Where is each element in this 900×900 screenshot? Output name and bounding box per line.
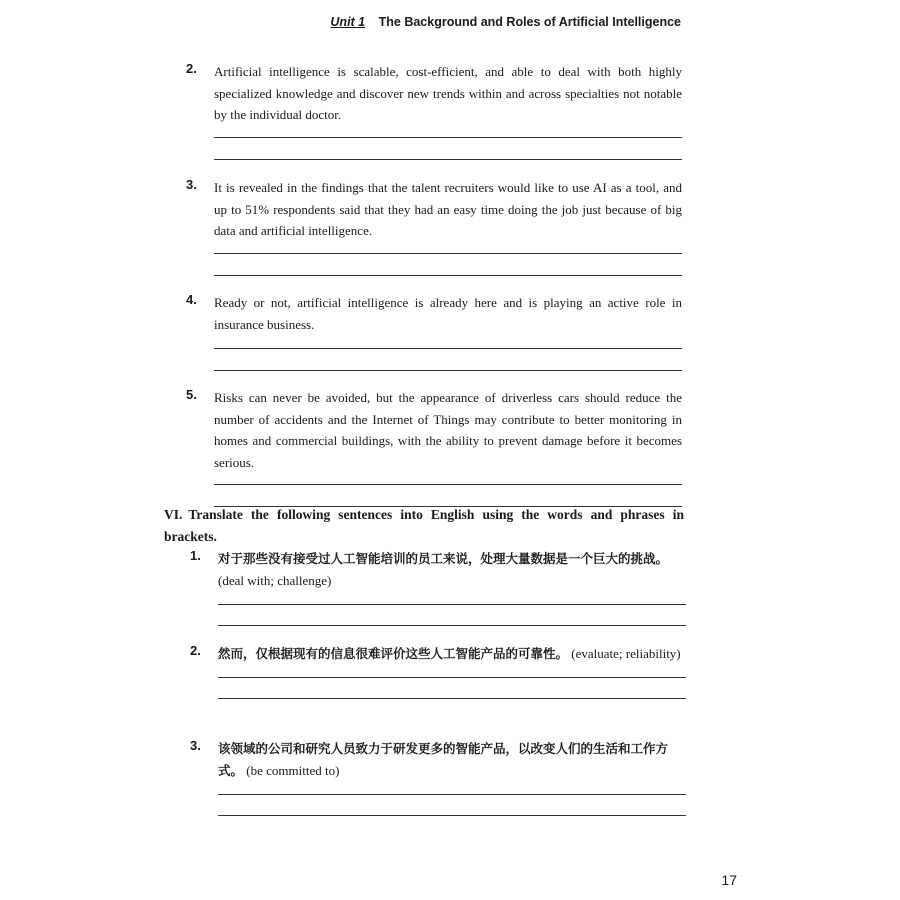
answer-line — [214, 253, 682, 254]
chinese-sentence: 然而，仅根据现有的信息很难评价这些人工智能产品的可靠性。 — [218, 646, 569, 661]
answer-line — [214, 348, 682, 349]
translation-item — [190, 548, 686, 626]
item-number: 5. — [186, 387, 197, 402]
exercise-item — [186, 387, 682, 507]
item-number: 2. — [186, 61, 197, 76]
answer-line — [218, 604, 686, 605]
answer-line — [214, 137, 682, 138]
phrase-hint: (deal with; challenge) — [218, 573, 332, 588]
page-number: 17 — [721, 872, 737, 888]
answer-line — [218, 698, 686, 699]
answer-line — [218, 677, 686, 678]
answer-line — [214, 484, 682, 485]
item-number: 3. — [190, 738, 201, 753]
item-sentence: Artificial intelligence is scalable, cost-efficient, and able to deal with both highly specialized knowledge and discover new trends within and across specialties not notable by the individual doctor. — [214, 64, 682, 122]
translation-item — [190, 738, 686, 816]
section-instruction: Translate the following sentences into English using the words and phrases in brackets. — [164, 507, 684, 544]
phrase-hint: (evaluate; reliability) — [571, 646, 681, 661]
unit-label: Unit 1 — [330, 15, 366, 29]
item-number: 4. — [186, 292, 197, 307]
section-numeral: VI. — [164, 507, 183, 522]
unit-title: The Background and Roles of Artificial Intelligence — [378, 15, 681, 29]
answer-line — [218, 815, 686, 816]
answer-line — [214, 159, 682, 160]
section-heading — [164, 504, 684, 547]
item-sentence: Risks can never be avoided, but the appearance of driverless cars should reduce the number of accidents and the Internet of Things may contribute to better monitoring in homes and commercial buildings, with the ability to prevent damage before it becomes serious. — [214, 390, 682, 470]
answer-line — [218, 794, 686, 795]
item-sentence: It is revealed in the findings that the talent recruiters would like to use AI as a tool, and up to 51% respondents said that they had an easy time doing the job just because of big data and artificial intelligence. — [214, 180, 682, 238]
phrase-hint: (be committed to) — [246, 763, 340, 778]
running-header — [330, 15, 681, 29]
item-number: 2. — [190, 643, 201, 658]
chinese-sentence: 该领域的公司和研究人员致力于研发更多的智能产品，以改变人们的生活和工作方式。 — [218, 741, 669, 778]
answer-line — [214, 370, 682, 371]
item-sentence: Ready or not, artificial intelligence is already here and is playing an active role in insurance business. — [214, 295, 682, 332]
answer-line — [218, 625, 686, 626]
exercise-item — [186, 292, 682, 371]
translation-item — [190, 643, 686, 699]
exercise-item — [186, 61, 682, 160]
answer-line — [214, 275, 682, 276]
item-number: 1. — [190, 548, 201, 563]
exercise-item — [186, 177, 682, 276]
item-number: 3. — [186, 177, 197, 192]
chinese-sentence: 对于那些没有接受过人工智能培训的员工来说，处理大量数据是一个巨大的挑战。 — [218, 551, 669, 566]
